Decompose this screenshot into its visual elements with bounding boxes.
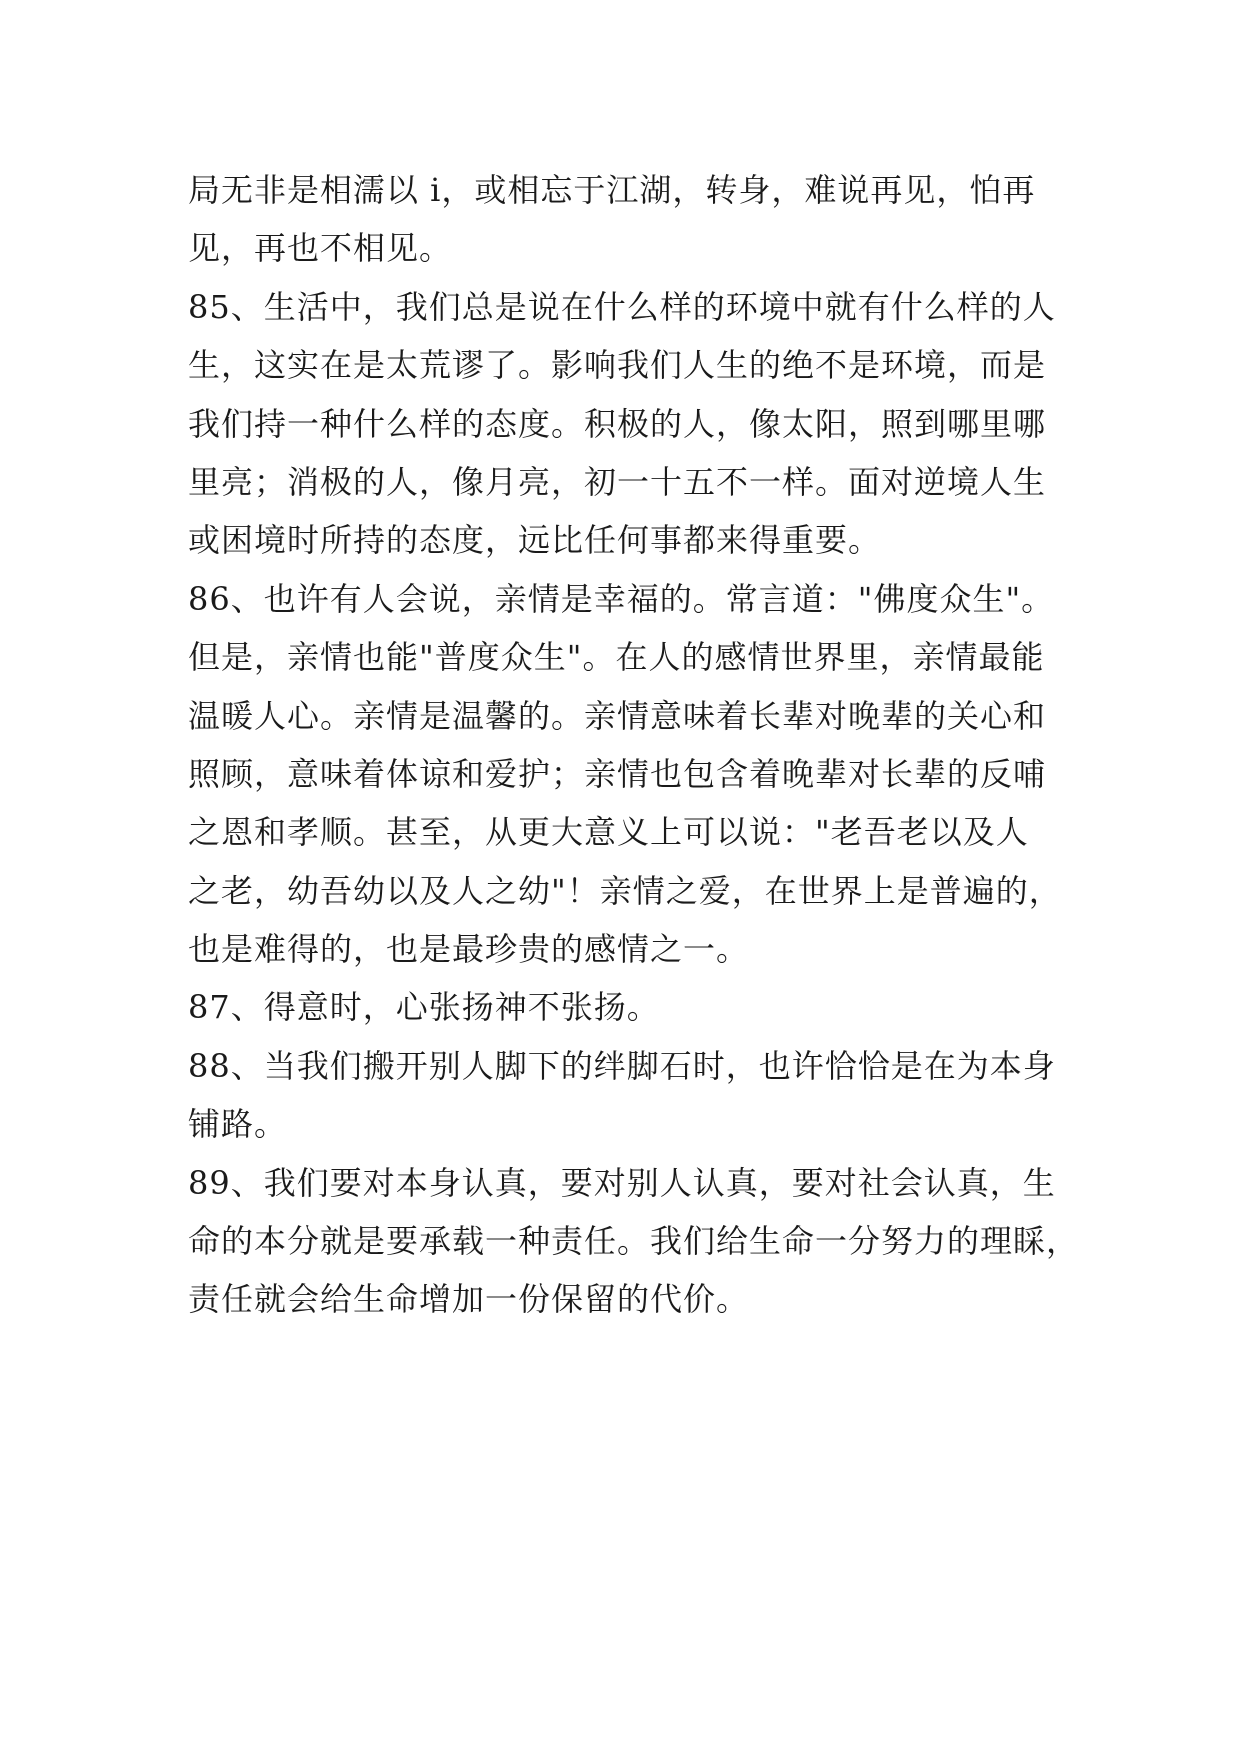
document-body — [188, 161, 1080, 1329]
text-line: 责任就会给生命增加一份保留的代价。 — [188, 1280, 750, 1319]
text-line: 命的本分就是要承载一种责任。我们给生命一分努力的理睬， — [188, 1222, 1080, 1261]
text-line: 之老，幼吾幼以及人之幼"！亲情之爱，在世界上是普遍的， — [188, 871, 1062, 910]
text-line: 局无非是相濡以 i，或相忘于江湖，转身，难说再见，怕再 — [188, 171, 1036, 209]
text-line: 85、生活中，我们总是说在什么样的环境中就有什么样的人 — [188, 287, 1056, 326]
text-line: 照顾，意味着体谅和爱护；亲情也包含着晚辈对长辈的反哺 — [188, 754, 1047, 793]
text-line: 之恩和孝顺。甚至，从更大意义上可以说："老吾老以及人 — [188, 813, 1029, 852]
text-line: 铺路。 — [188, 1105, 288, 1144]
text-line: 温暖人心。亲情是温馨的。亲情意味着长辈对晚辈的关心和 — [188, 696, 1047, 735]
text-line: 89、我们要对本身认真，要对别人认真，要对社会认真，生 — [188, 1163, 1056, 1202]
text-line: 86、也许有人会说，亲情是幸福的。常言道："佛度众生"。 — [188, 579, 1055, 618]
text-line: 里亮；消极的人，像月亮，初一十五不一样。面对逆境人生 — [188, 462, 1047, 501]
text-line: 87、得意时，心张扬神不张扬。 — [188, 988, 660, 1027]
text-line: 或困境时所持的态度，远比任何事都来得重要。 — [188, 521, 882, 560]
text-line: 我们持一种什么样的态度。积极的人，像太阳，照到哪里哪 — [188, 404, 1047, 443]
text-line: 生，这实在是太荒谬了。影响我们人生的绝不是环境，而是 — [188, 346, 1047, 385]
text-line: 见，再也不相见。 — [188, 229, 453, 268]
text-line: 也是难得的，也是最珍贵的感情之一。 — [188, 930, 750, 969]
text-line: 88、当我们搬开别人脚下的绊脚石时，也许恰恰是在为本身 — [188, 1046, 1056, 1085]
text-line: 但是，亲情也能"普度众生"。在人的感情世界里，亲情最能 — [188, 638, 1045, 677]
